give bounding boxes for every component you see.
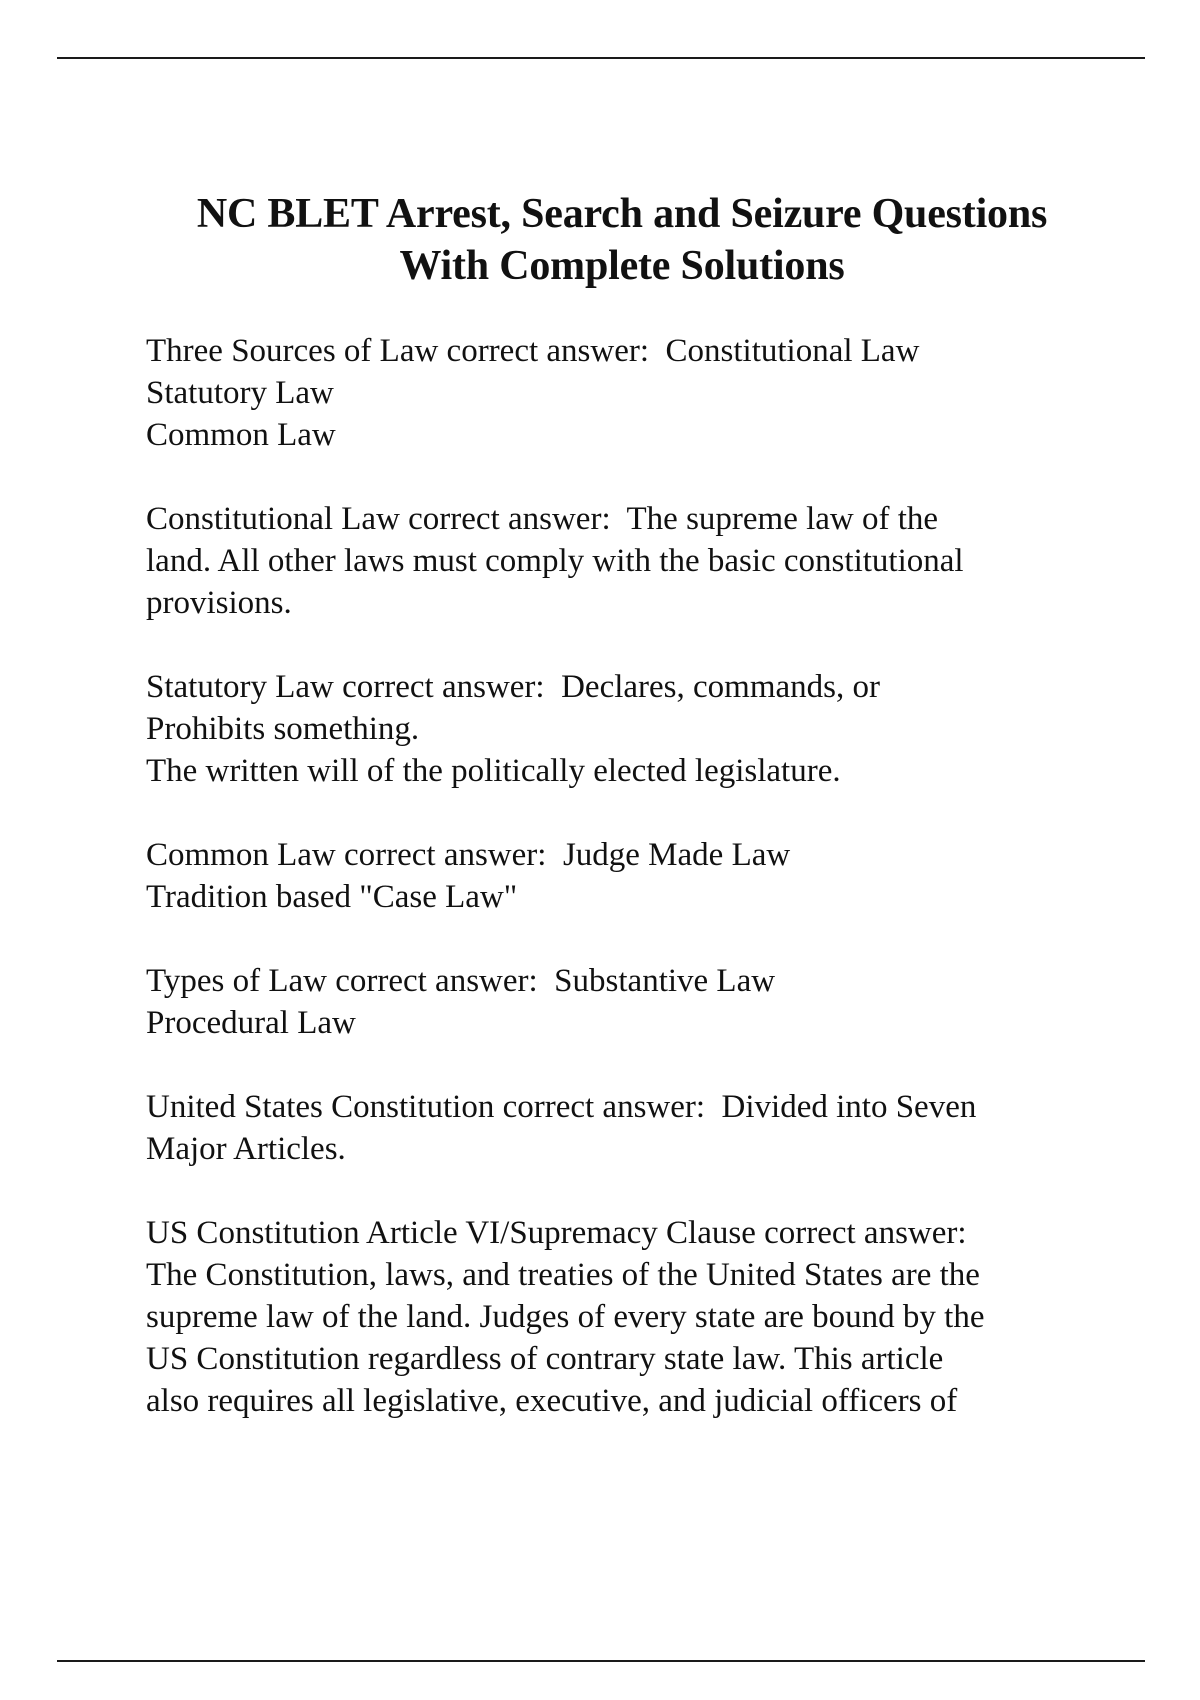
qa-entry	[146, 330, 1106, 456]
entry-line: also requires all legislative, executive, and judicial officers of	[146, 1383, 958, 1419]
entry-line: US Constitution Article VI/Supremacy Clause correct answer:	[146, 1215, 967, 1251]
qa-entry	[146, 960, 1106, 1044]
title-line: With Complete Solutions	[399, 243, 845, 289]
entry-line: Procedural Law	[146, 1005, 356, 1041]
qa-entry	[146, 498, 1106, 624]
top-rule	[57, 57, 1145, 59]
document-title	[100, 188, 1144, 292]
entry-line: The Constitution, laws, and treaties of the United States are the	[146, 1257, 980, 1293]
document-body	[146, 330, 1106, 1464]
bottom-rule	[57, 1660, 1145, 1662]
entry-line: Common Law	[146, 417, 336, 453]
entry-line: Common Law correct answer: Judge Made Law	[146, 837, 791, 873]
entry-line: Statutory Law correct answer: Declares, commands, or	[146, 669, 880, 705]
qa-entry	[146, 1086, 1106, 1170]
entry-line: US Constitution regardless of contrary state law. This article	[146, 1341, 944, 1377]
qa-entry	[146, 834, 1106, 918]
entry-line: United States Constitution correct answer: Divided into Seven	[146, 1089, 977, 1125]
entry-line: Major Articles.	[146, 1131, 346, 1167]
qa-entry	[146, 1212, 1106, 1422]
entry-line: Prohibits something.	[146, 711, 420, 747]
qa-entry	[146, 666, 1106, 792]
entry-line: Tradition based "Case Law"	[146, 879, 518, 915]
entry-line: provisions.	[146, 585, 292, 621]
entry-line: Constitutional Law correct answer: The supreme law of the	[146, 501, 939, 537]
entry-line: land. All other laws must comply with the basic constitutional	[146, 543, 964, 579]
entry-line: Types of Law correct answer: Substantive Law	[146, 963, 776, 999]
entry-line: Statutory Law	[146, 375, 334, 411]
entry-line: The written will of the politically elected legislature.	[146, 753, 841, 789]
entry-line: supreme law of the land. Judges of every state are bound by the	[146, 1299, 985, 1335]
title-line: NC BLET Arrest, Search and Seizure Questions	[196, 191, 1048, 237]
entry-line: Three Sources of Law correct answer: Constitutional Law	[146, 333, 920, 369]
